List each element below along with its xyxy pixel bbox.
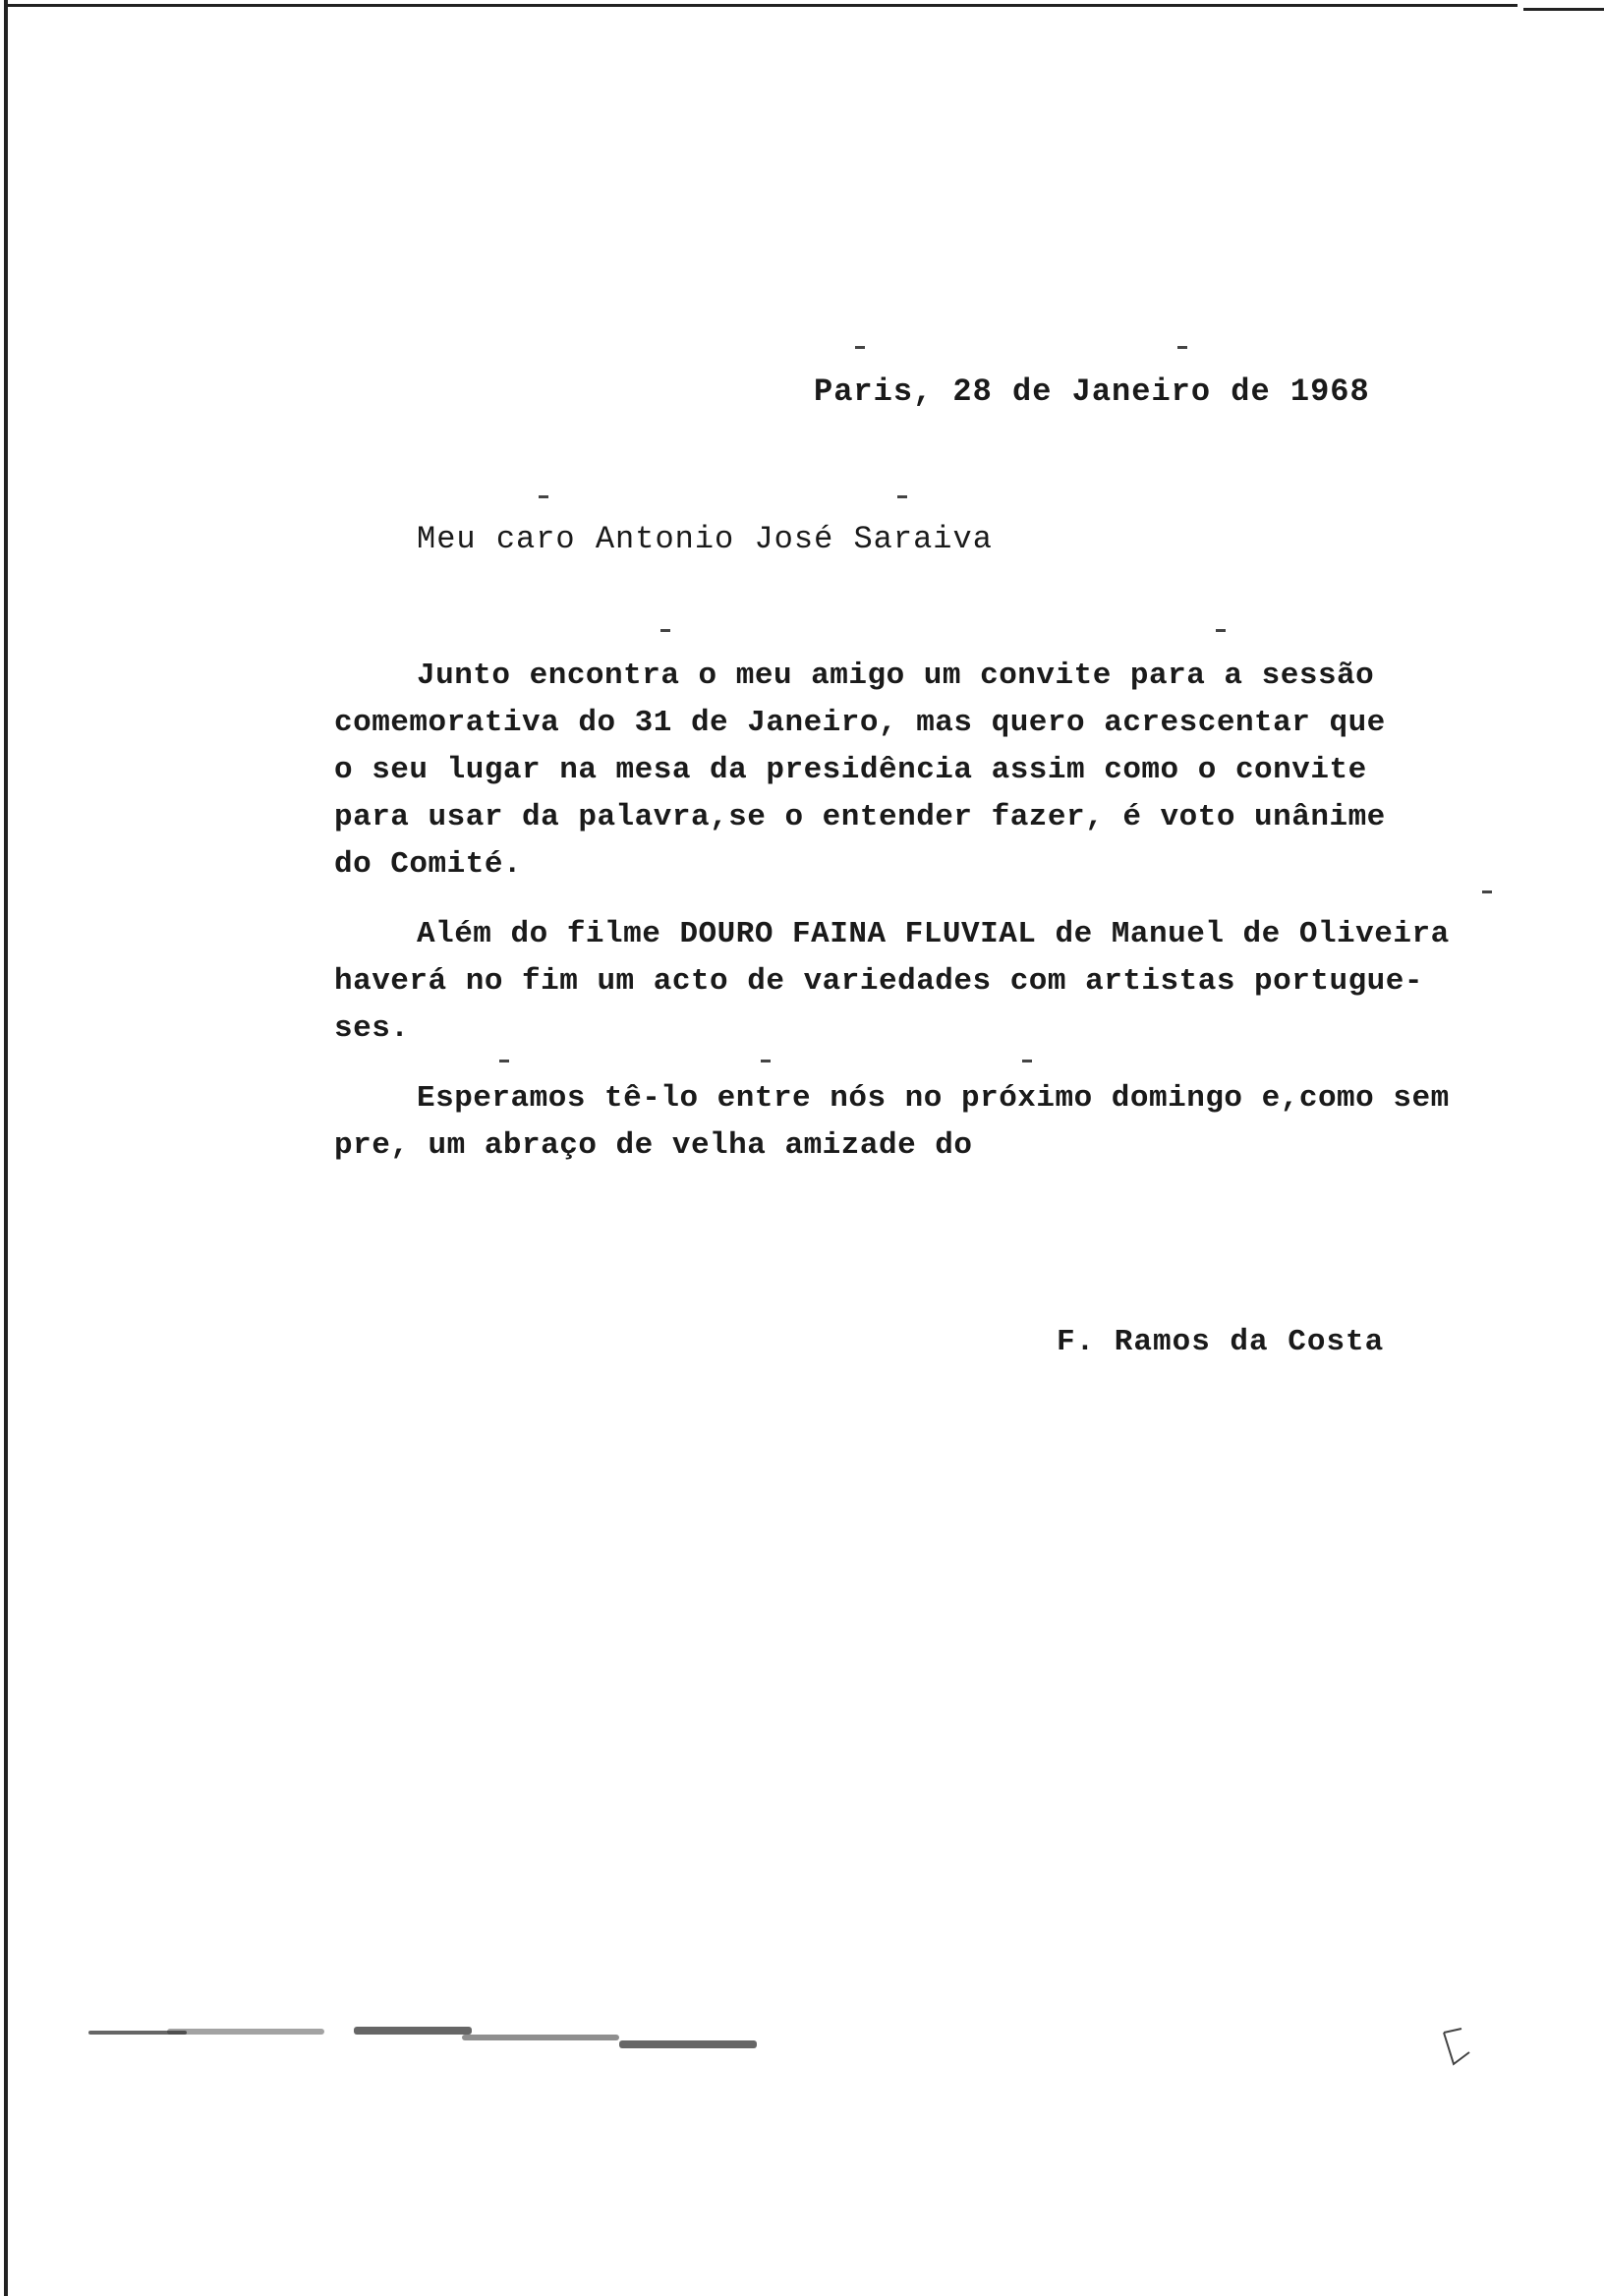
- scan-speck: [897, 495, 907, 498]
- paragraph-invitation: [334, 653, 1518, 889]
- page-edge-top-right: [1523, 8, 1604, 11]
- scan-speck: [761, 1060, 771, 1062]
- scan-speck: [1216, 629, 1226, 632]
- letter-signature: F. Ramos da Costa: [1057, 1325, 1385, 1359]
- text-line: Além do filme DOURO FAINA FLUVIAL de Manuel de Oliveira: [417, 917, 1450, 951]
- scan-speck: [855, 346, 865, 349]
- text-line: do Comité.: [334, 847, 523, 882]
- text-line: pre, um abraço de velha amizade do: [334, 1128, 973, 1163]
- text-line: comemorativa do 31 de Janeiro, mas quero acrescentar que: [334, 706, 1386, 740]
- scan-speck: [1482, 890, 1492, 893]
- text-line: ses.: [334, 1011, 410, 1046]
- letter-date: Paris, 28 de Janeiro de 1968: [814, 373, 1370, 410]
- scan-smudge: [462, 2035, 619, 2040]
- scan-speck: [1022, 1060, 1032, 1062]
- text-line: para usar da palavra,se o entender fazer, é voto unânime: [334, 800, 1386, 834]
- page-edge-left: [4, 0, 8, 2296]
- corner-tick-mark: [1440, 2025, 1481, 2072]
- letter-salutation: Meu caro Antonio José Saraiva: [417, 521, 993, 557]
- text-line: haverá no fim um acto de variedades com artistas portugue-: [334, 964, 1423, 999]
- letter-body: [334, 653, 1518, 1192]
- scan-smudge: [167, 2029, 324, 2035]
- scan-speck: [499, 1060, 509, 1062]
- text-line: Junto encontra o meu amigo um convite para a sessão: [417, 659, 1375, 693]
- scan-speck: [660, 629, 670, 632]
- paragraph-closing: [334, 1075, 1518, 1170]
- scan-smudge: [354, 2027, 472, 2035]
- scan-speck: [539, 495, 548, 498]
- text-line: Esperamos tê-lo entre nós no próximo domingo e,como sem: [417, 1081, 1450, 1116]
- page-edge-top: [4, 4, 1518, 7]
- scan-smudge: [619, 2040, 757, 2048]
- scan-speck: [1177, 346, 1187, 349]
- paragraph-program: [334, 911, 1518, 1053]
- text-line: o seu lugar na mesa da presidência assim como o convite: [334, 753, 1367, 787]
